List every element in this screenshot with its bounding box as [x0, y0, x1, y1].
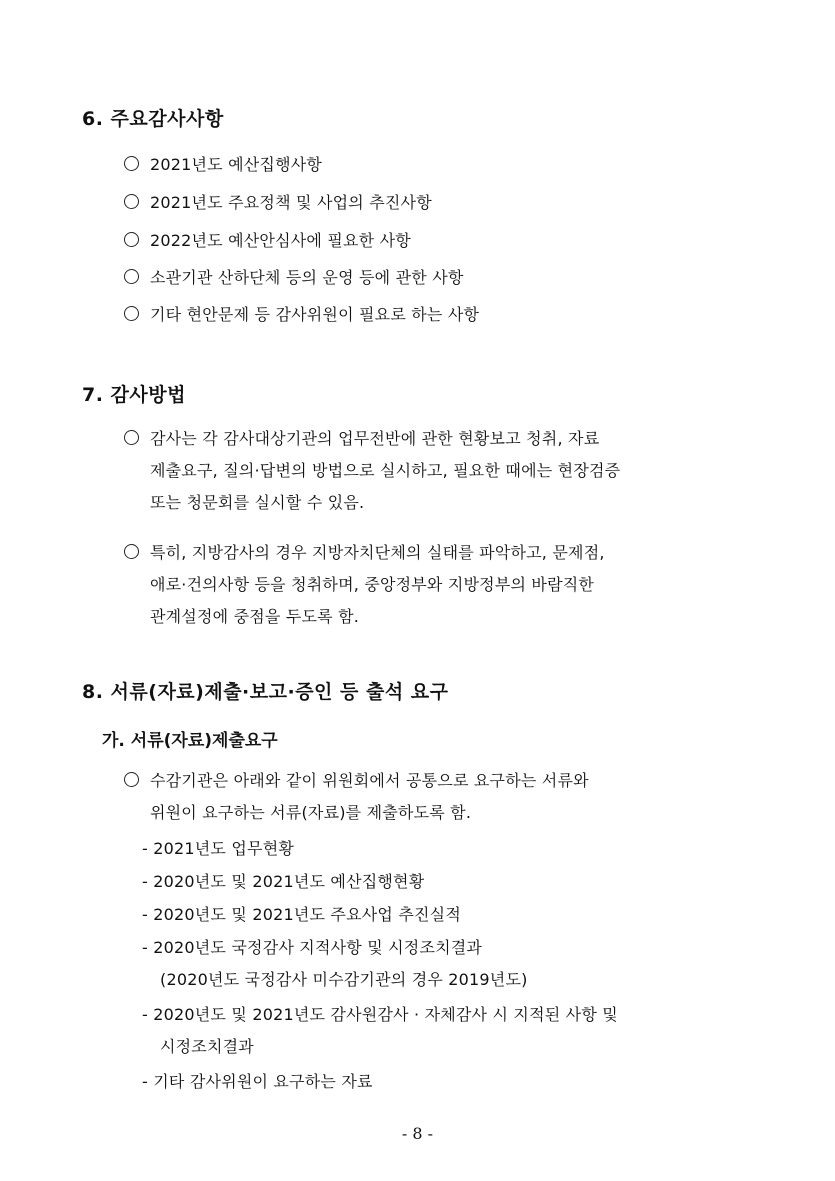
circle-bullet-icon: [124, 269, 139, 284]
circle-bullet-icon: [124, 306, 139, 321]
paragraph-line: 수감기관은 아래와 같이 위원회에서 공통으로 요구하는 서류와: [124, 768, 589, 791]
paragraph-line: 또는 청문회를 실시할 수 있음.: [150, 493, 365, 512]
page-number: - 8 -: [401, 1124, 434, 1143]
paragraph-line: 특히, 지방감사의 경우 지방자치단체의 실태를 파악하고, 문제점,: [124, 540, 605, 563]
circle-bullet-icon: [124, 156, 139, 171]
paragraph-line: 애로·건의사항 등을 청취하며, 중앙정부와 지방정부의 바람직한: [150, 575, 595, 594]
dash-item: - 2020년도 및 2021년도 감사원감사 · 자체감사 시 지적된 사항 및: [142, 1005, 618, 1024]
dash-item: - 2020년도 및 2021년도 예산집행현황: [142, 872, 425, 891]
circle-bullet-icon: [124, 194, 139, 209]
paragraph-line: 위원이 요구하는 서류(자료)를 제출하도록 함.: [150, 803, 472, 822]
paragraph-line: 감사는 각 감사대상기관의 업무전반에 관한 현황보고 청취, 자료: [124, 426, 599, 449]
dash-item-continuation: 시정조치결과: [160, 1037, 254, 1056]
list-item: 2022년도 예산안심사에 필요한 사항: [124, 228, 411, 251]
dash-item: - 2020년도 및 2021년도 주요사업 추진실적: [142, 905, 461, 924]
list-item: 2021년도 주요정책 및 사업의 추진사항: [124, 190, 432, 213]
list-item: 2021년도 예산집행사항: [124, 152, 322, 175]
list-item: 기타 현안문제 등 감사위원이 필요로 하는 사항: [124, 302, 479, 325]
dash-item: - 2021년도 업무현황: [142, 839, 295, 858]
circle-bullet-icon: [124, 772, 139, 787]
dash-item: - 2020년도 국정감사 지적사항 및 시정조치결과: [142, 938, 483, 957]
paragraph-line: 제출요구, 질의·답변의 방법으로 실시하고, 필요한 때에는 현장검증: [150, 461, 621, 480]
list-item: 소관기관 산하단체 등의 운영 등에 관한 사항: [124, 265, 464, 288]
circle-bullet-icon: [124, 232, 139, 247]
section-8-title: 8. 서류(자료)제출·보고·증인 등 출석 요구: [82, 681, 449, 703]
circle-bullet-icon: [124, 430, 139, 445]
section-7-title: 7. 감사방법: [82, 384, 186, 406]
dash-item-continuation: (2020년도 국정감사 미수감기관의 경우 2019년도): [160, 970, 528, 989]
paragraph-line: 관계설정에 중점을 두도록 함.: [150, 607, 360, 626]
dash-item: - 기타 감사위원이 요구하는 자료: [142, 1072, 373, 1091]
subsection-title: 가. 서류(자료)제출요구: [102, 731, 278, 751]
section-6-title: 6. 주요감사사항: [82, 108, 224, 130]
circle-bullet-icon: [124, 544, 139, 559]
